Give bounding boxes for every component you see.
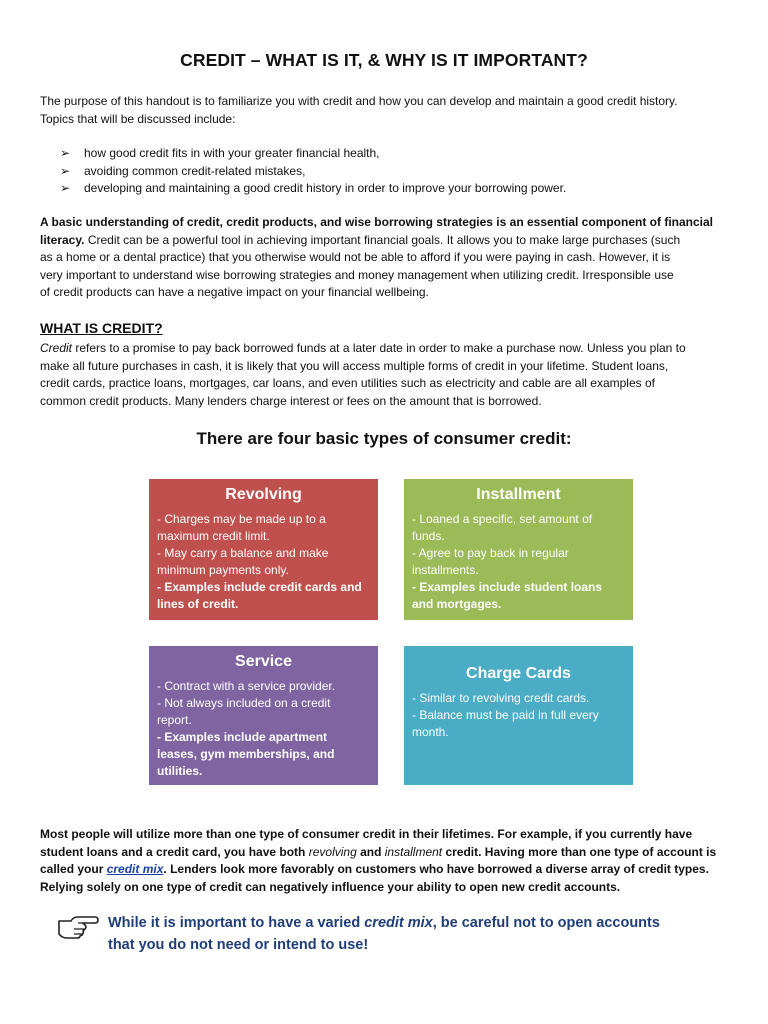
card-line: - Examples include student loans [412,580,603,594]
pointing-hand-icon [56,912,100,940]
list-item-text: how good credit fits in with your greater financial health, [84,146,380,160]
mix-para-line-3b: . Lenders look more favorably on customers who have borrowed a diverse array of credit types. [163,862,709,876]
card-line: minimum payments only. [157,563,289,577]
arrow-bullet-icon: ➢ [60,146,71,160]
tip-callout [108,912,728,956]
credit-mix-link[interactable]: credit mix [106,862,164,876]
basic-para-bold-lead: A basic understanding of credit, credit products, and wise borrowing strategies is an essential component of financial [40,215,714,229]
card-title: Charge Cards [466,665,571,682]
mix-para-line-2a: student loans and a credit card, you have both [40,844,309,859]
basic-para-line-4: of credit products can have a negative impact on your financial wellbeing. [40,285,429,299]
card-line: - Examples include apartment [157,730,328,744]
mix-para-and: and [356,844,385,859]
card-title: Revolving [225,486,302,503]
list-item [60,180,700,198]
credit-para-line-1: refers to a promise to pay back borrowed funds at a later date in order to make a purchase now. Unless you plan to [72,341,686,355]
card-line: - May carry a balance and make [157,546,329,560]
credit-mix-paragraph [40,826,730,896]
mix-para-line-3a: called your [40,862,107,876]
arrow-bullet-icon: ➢ [60,181,71,195]
card-line: - Not always included on a credit [157,696,331,710]
card-line: - Contract with a service provider. [157,679,336,693]
card-line: - Loaned a specific, set amount of [412,512,593,526]
installment-credit-card-box [404,479,633,620]
card-line: report. [157,713,192,727]
what-is-credit-paragraph [40,340,730,410]
basic-para-line-1: Credit can be a powerful tool in achieving important financial goals. It allows you to make large purchases (such [84,232,681,247]
card-line: month. [412,725,449,739]
mix-para-line-1: Most people will utilize more than one type of consumer credit in their lifetimes. For example, if you currently have [40,827,693,841]
card-line: - Similar to revolving credit cards. [412,691,590,705]
tip-text-b: , be careful not to open accounts [432,915,660,931]
credit-para-line-2: make all future purchases in cash, it is likely that you will access multiple forms of credit in your lifetime. Student loans, [40,358,669,373]
basic-para-line-3: very important to understand wise borrowing strategies and money management when utilizing credit. Irresponsible use [40,267,674,282]
card-line: lines of credit. [157,597,239,611]
card-title: Installment [476,486,561,503]
card-line: maximum credit limit. [157,529,270,543]
card-line: leases, gym memberships, and [157,747,335,761]
service-credit-card-box [149,646,378,785]
card-line: - Examples include credit cards and [157,580,362,594]
intro-line-2: Topics that will be discussed include: [40,111,236,126]
tip-text-a: While it is important to have a varied [108,915,365,931]
intro-paragraph [40,93,730,128]
revolving-credit-card-box [149,479,378,620]
basic-understanding-paragraph [40,214,730,302]
arrow-bullet-icon: ➢ [60,163,71,178]
list-item [60,163,700,181]
list-item [60,145,700,163]
page-title: CREDIT – WHAT IS IT, & WHY IS IT IMPORTANT? [180,50,588,70]
card-line: utilities. [157,764,203,778]
card-line: installments. [412,563,479,577]
tip-text-c: that you do not need or intend to use! [108,937,369,953]
mix-para-line-2b: credit. Having more than one type of account is [442,844,717,859]
tip-emphasis: credit mix [364,915,433,931]
installment-term: installment [384,844,443,859]
credit-para-line-4: common credit products. Many lenders charge interest or fees on the amount that is borrowed. [40,393,542,408]
basic-para-line-2: as a home or a dental practice) that you otherwise would not be able to afford if you were paying in cash. However, it is [40,250,671,264]
card-line: and mortgages. [412,597,502,611]
credit-para-line-3: credit cards, practice loans, mortgages, car loans, and even utilities such as electricity and cable are all examples of [40,376,655,390]
credit-term: Credit [40,341,73,355]
card-line: - Balance must be paid in full every [412,708,599,722]
card-line: - Agree to pay back in regular [412,546,569,560]
basic-para-bold-lead-2: literacy. [40,232,85,247]
list-item-text: developing and maintaining a good credit history in order to improve your borrowing power. [84,181,567,195]
list-item-text: avoiding common credit-related mistakes, [84,163,306,178]
card-line: - Charges may be made up to a [157,512,326,526]
card-line: funds. [412,529,445,543]
intro-line-1: The purpose of this handout is to familiarize you with credit and how you can develop and maintain a good credit history. [40,94,678,108]
what-is-credit-heading: WHAT IS CREDIT? [40,320,163,336]
topics-list [60,145,700,198]
revolving-term: revolving [308,844,357,859]
four-types-heading: There are four basic types of consumer credit: [196,429,572,448]
card-title: Service [235,653,292,670]
charge-cards-credit-card-box [404,646,633,785]
mix-para-line-4: Relying solely on one type of credit can negatively influence your ability to open new credit accounts. [40,879,621,894]
